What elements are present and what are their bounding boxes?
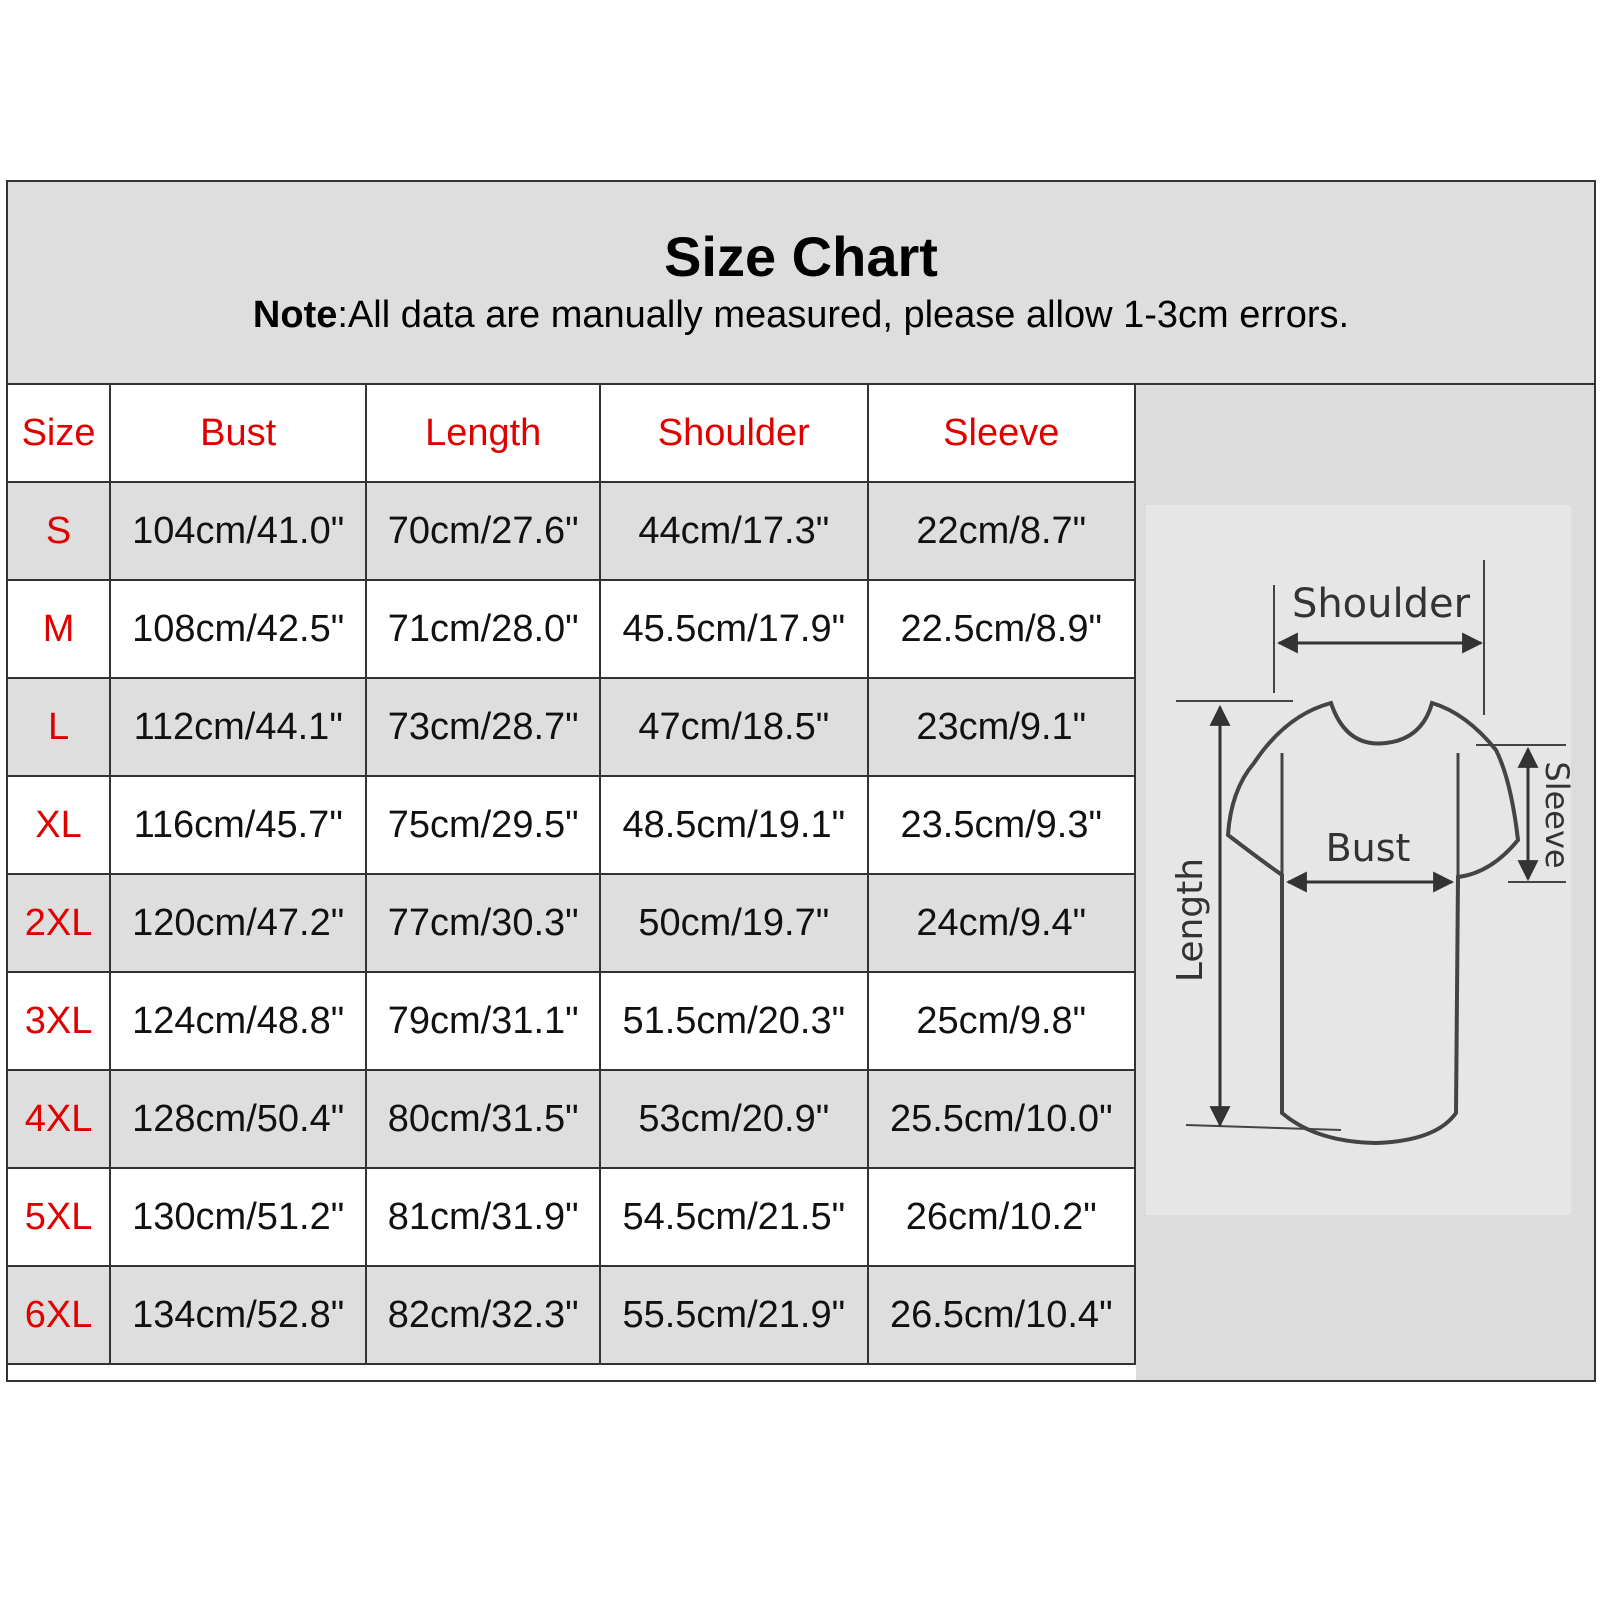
size-cell: L xyxy=(8,678,110,776)
bust-cell: 116cm/45.7" xyxy=(110,776,366,874)
sleeve-cell: 25.5cm/10.0" xyxy=(868,1070,1135,1168)
header-shoulder: Shoulder xyxy=(600,385,867,482)
size-cell: S xyxy=(8,482,110,580)
size-cell: 4XL xyxy=(8,1070,110,1168)
bust-cell: 112cm/44.1" xyxy=(110,678,366,776)
length-cell: 73cm/28.7" xyxy=(366,678,600,776)
t-shirt-icon xyxy=(1136,385,1596,1385)
header-length: Length xyxy=(366,385,600,482)
sleeve-cell: 25cm/9.8" xyxy=(868,972,1135,1070)
shoulder-cell: 44cm/17.3" xyxy=(600,482,867,580)
sleeve-cell: 22.5cm/8.9" xyxy=(868,580,1135,678)
length-cell: 80cm/31.5" xyxy=(366,1070,600,1168)
shoulder-cell: 53cm/20.9" xyxy=(600,1070,867,1168)
measurement-diagram xyxy=(1136,385,1594,1380)
shoulder-cell: 55.5cm/21.9" xyxy=(600,1266,867,1364)
note-label: Note xyxy=(252,294,338,336)
note-text: :All data are manually measured, please allow 1-3cm errors. xyxy=(337,294,1350,336)
sleeve-cell: 23cm/9.1" xyxy=(868,678,1135,776)
chart-header xyxy=(8,182,1594,385)
table-row xyxy=(8,1070,1135,1168)
chart-title: Size Chart xyxy=(664,225,938,288)
bust-label: Bust xyxy=(1325,826,1411,870)
size-cell: 6XL xyxy=(8,1266,110,1364)
shoulder-cell: 48.5cm/19.1" xyxy=(600,776,867,874)
shoulder-cell: 51.5cm/20.3" xyxy=(600,972,867,1070)
shoulder-cell: 54.5cm/21.5" xyxy=(600,1168,867,1266)
sleeve-cell: 22cm/8.7" xyxy=(868,482,1135,580)
sleeve-cell: 23.5cm/9.3" xyxy=(868,776,1135,874)
bust-cell: 124cm/48.8" xyxy=(110,972,366,1070)
table-row xyxy=(8,972,1135,1070)
size-cell: 3XL xyxy=(8,972,110,1070)
size-chart xyxy=(6,180,1596,1382)
length-cell: 71cm/28.0" xyxy=(366,580,600,678)
size-cell: M xyxy=(8,580,110,678)
table-row xyxy=(8,580,1135,678)
size-table xyxy=(8,385,1136,1365)
sleeve-cell: 26cm/10.2" xyxy=(868,1168,1135,1266)
chart-note xyxy=(8,294,1594,337)
bust-cell: 134cm/52.8" xyxy=(110,1266,366,1364)
length-cell: 77cm/30.3" xyxy=(366,874,600,972)
length-label: Length xyxy=(1170,857,1211,983)
shoulder-cell: 47cm/18.5" xyxy=(600,678,867,776)
bust-cell: 130cm/51.2" xyxy=(110,1168,366,1266)
length-cell: 70cm/27.6" xyxy=(366,482,600,580)
length-cell: 79cm/31.1" xyxy=(366,972,600,1070)
bust-cell: 128cm/50.4" xyxy=(110,1070,366,1168)
shoulder-label: Shoulder xyxy=(1291,581,1471,627)
header-sleeve: Sleeve xyxy=(868,385,1135,482)
bust-cell: 108cm/42.5" xyxy=(110,580,366,678)
shoulder-cell: 45.5cm/17.9" xyxy=(600,580,867,678)
length-cell: 82cm/32.3" xyxy=(366,1266,600,1364)
table-row xyxy=(8,678,1135,776)
length-cell: 75cm/29.5" xyxy=(366,776,600,874)
size-cell: XL xyxy=(8,776,110,874)
table-row xyxy=(8,776,1135,874)
header-bust: Bust xyxy=(110,385,366,482)
table-row xyxy=(8,1168,1135,1266)
table-row xyxy=(8,482,1135,580)
sleeve-label: Sleeve xyxy=(1538,761,1576,869)
table-header-row xyxy=(8,385,1135,482)
sleeve-cell: 24cm/9.4" xyxy=(868,874,1135,972)
size-cell: 2XL xyxy=(8,874,110,972)
bust-cell: 104cm/41.0" xyxy=(110,482,366,580)
table-row xyxy=(8,1266,1135,1364)
table-row xyxy=(8,874,1135,972)
length-cell: 81cm/31.9" xyxy=(366,1168,600,1266)
sleeve-cell: 26.5cm/10.4" xyxy=(868,1266,1135,1364)
shoulder-cell: 50cm/19.7" xyxy=(600,874,867,972)
size-cell: 5XL xyxy=(8,1168,110,1266)
header-size: Size xyxy=(8,385,110,482)
bust-cell: 120cm/47.2" xyxy=(110,874,366,972)
